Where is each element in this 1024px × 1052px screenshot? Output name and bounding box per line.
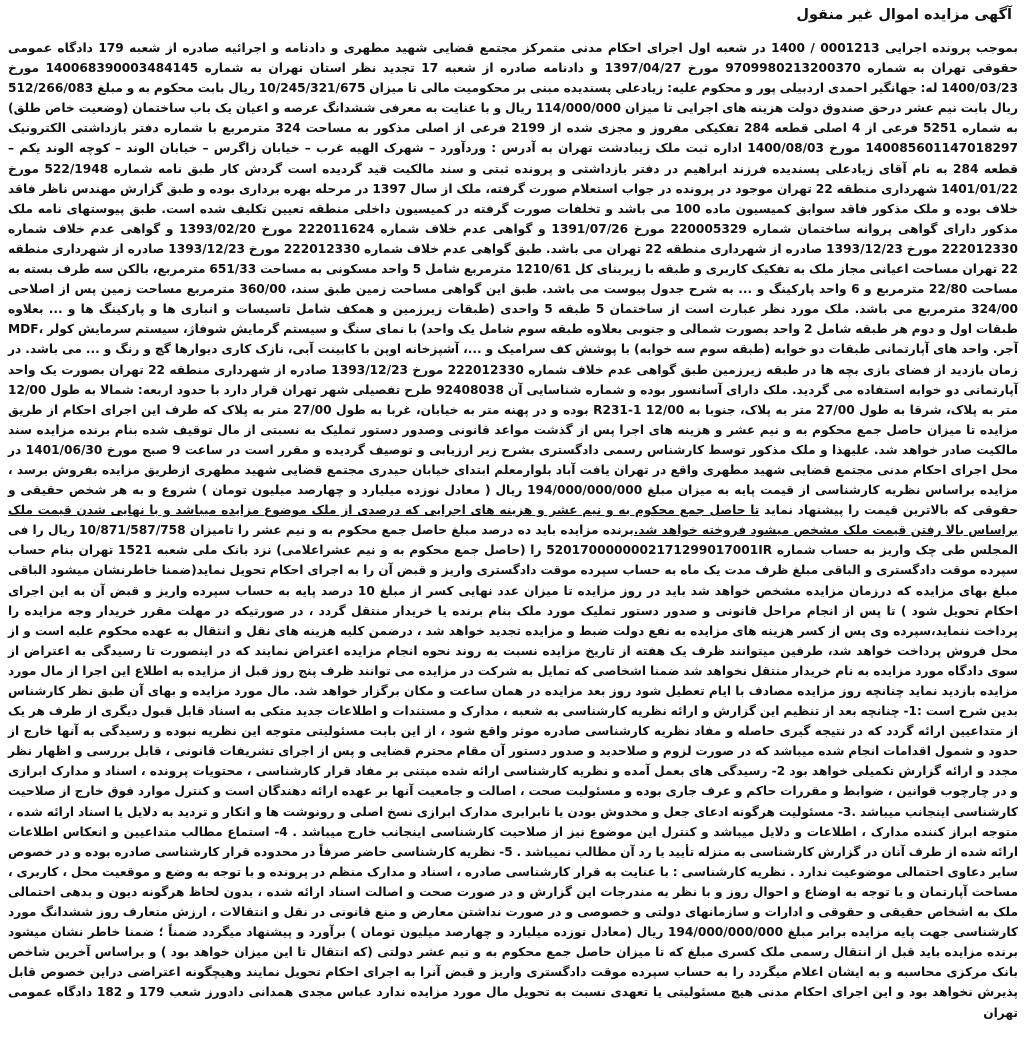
notice-underlined-clause: تا حاصل جمع محکوم به و نیم عشر و هزینه های اجرایی که درصدی از ملک موضوع مزایده میباشد و با نهایی شدن قیمت ملک براساس بالا رفتن قیمت ملک مشخص میشود فروخته خواهد شد.: [8, 503, 1018, 538]
notice-paragraph-2: برنده مزایده باید ده درصد مبلغ حاصل جمع محکوم به و نیم عشر را تامیزان 10/871/587/758 ریال را فی المجلس طی چک واریز به حساب شماره 5201700000002171299017001IR را (حاصل جمع محکوم به و نیم عشراعلامی) نزد بانک ملی شعبه 1521 تهران بنام حساب سپرده موقت دادگستری و الباقی مبلغ ظرف مدت یک ماه به حساب سپرده موقت دادگستری واریز و قبض آن را به اجرای احکام تحویل نماید(ضمنا خاطرنشان میشود الباقی مبلغ بهای مزایده که درزمان مزایده مشخص خواهد شد باید در روز مزایده تا میزان عدد نهایی کسر از مبلغ 10 درصد پایه به حساب سپرده واریز و قبض آن به این اجرای احکام تحویل شود ) تا پس از انجام مراحل قانونی و صدور دستور تملیک مورد ملک بنام برنده یا خریدار منتقل گردد ، در صورتیکه در مهلت مقرر خریدار وجه مزایده را پرداخت ننماید،سپرده وی پس از کسر هزینه های مزایده به نفع دولت ضبط و مزایده تجدید خواهد شد ، درضمن کلیه هزینه های نقل و انتقال به عهده محکوم علیه است و از محل فروش پرداخت خواهد شد، طرفین میتوانند ظرف یک هفته از تاریخ مزایده نسبت به روند نحوه انجام مزایده اعتراض نمایند که در اینصورت تا رسیدگی به اعتراض از سوی دادگاه مورد مزایده به نام خریدار منتقل نخواهد شد ضمنا اشخاصی که تمایل به شرکت در مزایده می توانند ظرف پنج روز قبل از مزایده به اطلاع این اجرا از مال مورد مزایده بازدید نماید چنانچه روز مزایده مصادف با ایام تعطیل شود روز بعد مزایده در همان ساعت و مکان برگزار خواهد شد. مال مورد مزایده و بهای آن طبق نظر کارشناس بدین شرح است :1- چنانچه بعد از تنظیم این گزارش و ارائه نظریه کارشناسی به شعبه ، مدارک و مستندات و اطلاعات جدید متکی به اسناد قابل قبول دیگری از طرف هر یک از متداعیین ارائه گردد که در نتیجه گیری حاصله و مفاد نظریه کارشناسی صادره موثر واقع شود ، از این بابت مسئولیتی متوجه این نظریه نبوده و رسیدگی به آنها خارج از حدود و شمول اقدامات انجام شده میباشد که در صورت لزوم و صلاحدید و صدور دستور آن مقام محترم قضایی و پس از اجرای تشریفات قانونی ، قابل بررسی و اظهار نظر مجدد و ارائه گزارش تکمیلی خواهد بود 2- رسیدگی های بعمل آمده و نظریه کارشناسی ارائه شده مبتنی بر مفاد قرار کارشناسی ، محتویات پرونده ، اسناد و مدارک ابرازی و در چارچوب قوانین ، ضوابط و مقررات حاکم و عرف جاری بوده و مسئولیت صحت ، اصالت و جامعیت آنها بر عهده ارائه دهندگان است و کنترل موارد فوق خارج از صلاحیت کارشناسی اینجانب میباشد .3- مسئولیت هرگونه ادعای جعل و مخدوش بودن یا نابرابری مدارک ابرازی نسخ اصلی و رونوشت ها و انکار و تردید به دلایل یا اسناد ارائه شده ، متوجه ابراز کننده مدارک ، اطلاعات و دلایل میباشد و کنترل این موضوع نیز از صلاحیت کارشناسی اینجانب خارج میباشد . 4- استماع مطالب متداعیین و انعکاس اطلاعات ارائه شده از طرف آنان در گزارش کارشناسی به منزله تأیید یا رد آن مطالب نمیباشد . 5- نظریه کارشناسی حاضر صرفاً در محدوده قرار کارشناسی صادره بوده و در خصوص سایر دعاوی احتمالی موضوعیت ندارد . نظریه کارشناسی : با عنایت به قرار کارشناسی صادره ، اسناد و مدارک منظم در پرونده و با توجه به وضع و موقعیت محل ، کاربری ، مساحت آپارتمان و با توجه به اوضاع و احوال روز و با نظر به مندرجات این گزارش و در صورت صحت و اصالت اسناد ارائه شده ، بدون لحاظ هرگونه دیون و بدهی احتمالی ملک به اشخاص حقیقی و حقوقی و ادارات و سازمانهای دولتی و خصوصی و در صورت نداشتن معارض و منع قانونی در نقل و انتقالات ، ارزش متعارف روز ششدانگ مورد کارشناسی جهت پایه مزایده برابر مبلغ 194/000/000/000 ریال (معادل نوزده میلیارد و چهارصد میلیون تومان ) برآورد و پیشنهاد میگردد ضمناً ؛ ضمنا خاطر نشان میشود برنده مزایده باید قبل از انتقال رسمی ملک کسری مبلغ که تا میزان حاصل جمع محکوم به و نیم عشر دولتی (که انتقال تا این میزان خواهد بود ) و براساس آخرین شاخص بانک مرکزی محاسبه و به ایشان اعلام میگردد را به حساب سپرده موقت دادگستری واریز و قبض آنرا به اجرای احکام تحویل نمایند وهیچگونه اعتراضی دراین خصوص قابل پذیرش نخواهد بود و این اجرای احکام مدنی هیچ مسئولیتی یا تعهدی نسبت به تحویل مال مورد مزایده ندارد عباس مجدی همدانی دادورز شعب 179 و 182 دادگاه عمومی تهران: [8, 523, 1019, 1020]
notice-title: آگهی مزایده اموال غیر منقول: [796, 7, 1012, 23]
notice-paragraph-1: بموجب پرونده اجرایی 0001213 / 1400 در شعبه اول اجرای احکام مدنی متمرکز مجتمع قضایی شهید مطهری و دادنامه و اجرائیه صادره از شعبه 179 دادگاه عمومی حقوقی تهران به شماره 9709980213200370 مورخ 1397/04/27 و دادنامه صادره از شعبه 17 تجدید نظر استان تهران به شماره 140068390003484145 مورخ 1400/03/23 له: جهانگیر احمدی اردبیلی پور و محکوم علیه: زیادعلی پسندیده مبنی بر محکومیت مالی تا میزان 10/245/321/675 ریال بابت محکوم به و مبلغ 512/266/083 ریال بابت نیم عشر درحق صندوق دولت هزینه های اجرایی تا میزان 114/000/000 ریال و با عنایت به معرفی ششدانگ عرصه و اعیان یک باب ساختمان (وضعیت خاص طلق) به شماره 5251 فرعی از 4 اصلی قطعه 284 تفکیکی مفروز و مجزی شده از 2199 فرعی از اصلی مذکور به مساحت 324 مترمربع با شماره دفتر بازداشتی الکترونیک 140085601147018297 مورخ 1400/08/03 اداره ثبت ملک زیبادشت تهران به آدرس : وردآورد – شهرک الهیه غرب – خیابان زاگرس – خیابان الوند – کوچه الوند یکم – قطعه 284 به نام آقای زیادعلی پسندیده فرزند ابراهیم در دفتر بازداشتی و پرونده ثبتی و سند مالکیت قید گردیده است گردش کار طبق نامه شماره 522/1948 مورخ 1401/01/22 شهرداری منطقه 22 تهران موجود در پرونده در جواب استعلام صورت گرفته، ملک از سال 1397 در مرحله بهره برداری بوده و طبق گزارش مهندس ناظر فاقد خلاف بوده و ملک مذکور فاقد سوابق کمیسیون ماده 100 می باشد و تخلفات صورت گرفته در کمیسیون داخلی منطقه تعیین تکلیف شده است. طبق پیوستهای نامه ملک مذکور دارای گواهی پروانه ساختمان شماره 220005329 مورخ 1391/07/26 و گواهی عدم خلاف شماره 222011624 مورخ 1393/02/20 و گواهی عدم خلاف شماره 222012330 مورخ 1393/12/23 صادره از شهرداری منطقه 22 تهران می باشد. طبق گواهی عدم خلاف شماره 222012330 مورخ 1393/12/23 صادره از شهرداری منطقه 22 تهران مساحت اعیانی مجاز ملک به تفکیک کاربری و طبقه با زیربنای کل 1210/61 مترمربع شامل 5 واحد مسکونی به مساحت 651/33 مترمربع، بالکن سه طرف بسته به مساحت 22/80 مترمربع و 6 واحد پارکینگ و ... به شرح جدول پیوست می باشد. طبق این گواهی مساحت زمین طبق سند، 360/00 مترمربع مساحت زمین پس از اصلاحی 324/00 مترمربع می باشد. ملک مورد نظر عبارت است از ساختمان 5 طبقه 5 واحدی (طبقات زیرزمین و همکف شامل تاسیسات و انباری ها و پارکینگ ها و ... بعلاوه طبقات اول و دوم هر طبقه شامل 2 واحد بصورت شمالی و جنوبی بعلاوه طبقه سوم شامل یک واحد) با نمای سنگ و سیستم گرمایش شوفاژ، سیستم سرمایش کولر ،MDF آجر. واحد های آپارتمانی طبقات دو خوابه (طبقه سوم سه خوابه) با پوشش کف سرامیک و ...، آشپزخانه اوپن با کابینت آبی، نازک کاری دیوارها گچ و رنگ و ... می باشد. در زمان بازدید از فضای بازی بچه ها در طبقه زیرزمین طبق گواهی عدم خلاف شماره 222012330 مورخ 1393/12/23 صادره از شهرداری منطقه 22 تهران بصورت یک واحد آپارتمانی دو خوابه استفاده می گردید. ملک دارای آسانسور بوده و شماره شناسایی آن 92408038 طرح تفصیلی شهر تهران قرار دارد با حدود اربعه: شمالا به طول 12/00 متر به پلاک، شرقا به طول 27/00 متر به پلاک، جنوبا به R231-1 12/00 بوده و در پهنه متر به خیابان، غربا به طول 27/00 متر به پلاک که طرف این اجرای احکام از طریق مزایده تا میزان حاصل جمع محکوم به و نیم عشر و هزینه های اجرا پس از گذشت مواعد قانونی وصدور دستور تملیک به نسبتی از مال توقیف شده بنام برنده مزایده سند مالکیت صادر خواهد شد. علیهذا و ملک مذکور توسط کارشناس رسمی دادگستری بشرح زیر ارزیابی و توصیف گردیده و مقرر است در ساعت 9 صبح مورخ 1401/06/30 در محل اجرای احکام مدنی مجتمع قضایی شهید مطهری واقع در تهران یافت آباد بلوارمعلم ابتدای خیابان حیدری مجتمع قضایی شهید مطهری ازطریق مزایده بفروش برسد ، مزایده براساس نظریه کارشناسی از قیمت پایه به میزان مبلغ 194/000/000/000 ریال ( معادل نوزده میلیارد و چهارصد میلیون تومان ) شروع و به هر شخص حقیقی و حقوقی که بالاترین قیمت را پیشنهاد نماید: [8, 41, 1019, 518]
notice-body: [8, 38, 1018, 1023]
